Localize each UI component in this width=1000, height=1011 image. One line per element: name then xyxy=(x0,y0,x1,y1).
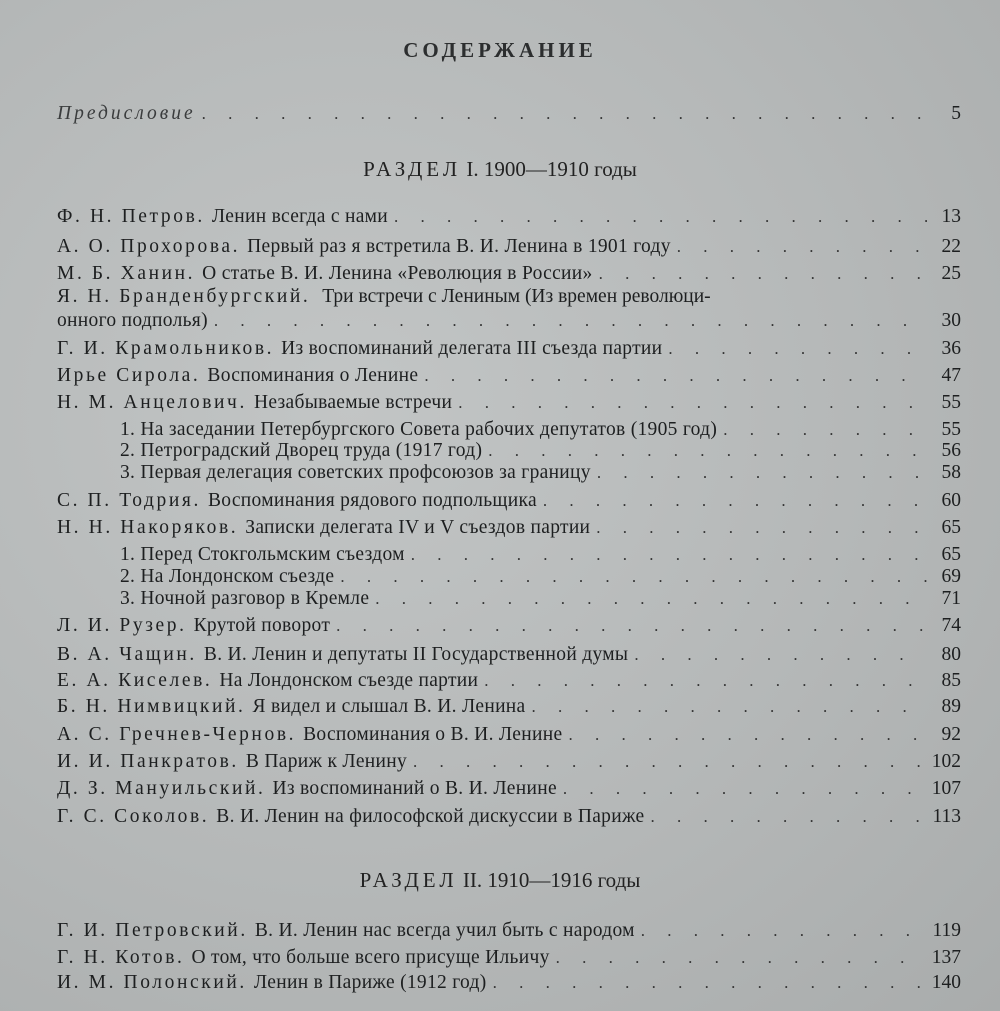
entry-author: Ирье Сирола. xyxy=(57,365,201,386)
page-number: 30 xyxy=(941,310,961,331)
toc-entry[interactable] xyxy=(57,260,961,286)
entry-title: В. И. Ленин и депутаты II Государственной думы xyxy=(203,644,629,665)
entry-author: Д. З. Мануильский. xyxy=(57,778,266,799)
entry-title: В Париж к Ленину xyxy=(245,751,408,772)
toc-entry[interactable] xyxy=(57,721,961,747)
section-years: II. 1910—1916 годы xyxy=(457,868,641,892)
section-word: РАЗДЕЛ xyxy=(359,868,458,892)
toc-entry[interactable] xyxy=(57,389,961,415)
leader-dots xyxy=(650,805,926,829)
entry-author: А. С. Гречнев-Чернов. xyxy=(57,724,297,745)
toc-entry[interactable] xyxy=(57,362,961,388)
toc-entry[interactable] xyxy=(57,748,961,774)
entry-author: С. П. Тодрия. xyxy=(57,490,201,511)
entry-title: 3. Ночной разговор в Кремле xyxy=(120,588,370,609)
entry-title: 2. На Лондонском съезде xyxy=(120,566,335,587)
page-number: 89 xyxy=(941,696,961,717)
leader-dots xyxy=(493,971,926,995)
entry-author: М. Б. Ханин. xyxy=(57,263,196,284)
entry-title: На Лондонском съезде партии xyxy=(219,670,479,691)
leader-dots xyxy=(484,669,927,693)
entry-author: А. О. Прохорова. xyxy=(57,236,241,257)
page-number: 85 xyxy=(941,670,961,691)
page-number: 107 xyxy=(931,778,961,799)
toc-entry[interactable] xyxy=(57,693,961,719)
leader-dots xyxy=(563,777,926,801)
entry-title-line-2: онного подполья) xyxy=(57,310,208,331)
page-number: 137 xyxy=(931,947,961,968)
entry-title: О том, что больше всего присуще Ильичу xyxy=(191,947,550,968)
leader-dots xyxy=(634,643,927,667)
page-number: 55 xyxy=(941,392,961,413)
entry-author: Г. Н. Котов. xyxy=(57,947,185,968)
entry-title: Из воспоминаний о В. И. Ленине xyxy=(272,778,557,799)
entry-author: И. И. Панкратов. xyxy=(57,751,239,772)
page-number: 69 xyxy=(941,566,961,587)
page-number: 119 xyxy=(932,920,961,941)
leader-dots xyxy=(596,516,927,540)
toc-entry[interactable] xyxy=(57,803,961,829)
section-word: РАЗДЕЛ xyxy=(363,157,462,181)
toc-entry[interactable] xyxy=(57,969,961,995)
entry-title: 3. Первая делегация советских профсоюзов за границу xyxy=(120,462,591,483)
leader-dots xyxy=(668,337,927,361)
entry-title-line-1: Три встречи с Лениным (Из времен революци- xyxy=(322,286,711,307)
entry-author: Г. С. Соколов. xyxy=(57,806,210,827)
section-years: I. 1900—1910 годы xyxy=(461,157,637,181)
leader-dots xyxy=(413,750,926,774)
entry-title: Ленин всегда с нами xyxy=(211,206,389,227)
page-number: 36 xyxy=(941,338,961,359)
leader-dots xyxy=(394,205,927,229)
entry-author: Г. И. Крамольников. xyxy=(57,338,275,359)
leader-dots xyxy=(556,946,926,970)
page-number: 74 xyxy=(941,615,961,636)
leader-dots xyxy=(214,309,927,333)
page-number: 56 xyxy=(941,440,961,461)
page-number: 22 xyxy=(941,236,961,257)
page-number: 92 xyxy=(941,724,961,745)
entry-author: Л. И. Рузер. xyxy=(57,615,187,636)
entry-author: Г. И. Петровский. xyxy=(57,920,248,941)
entry-title: О статье В. И. Ленина «Революция в России» xyxy=(202,263,593,284)
leader-dots xyxy=(543,489,927,513)
entry-author: Ф. Н. Петров. xyxy=(57,206,205,227)
leader-dots xyxy=(375,587,927,611)
page-number: 5 xyxy=(951,103,961,124)
entry-title: Предисловие xyxy=(57,103,196,124)
entry-author: Е. А. Киселев. xyxy=(57,670,213,691)
page-title: СОДЕРЖАНИЕ xyxy=(403,38,597,62)
page-number: 58 xyxy=(941,462,961,483)
section-heading-1 xyxy=(0,157,1000,182)
section-heading-2 xyxy=(0,868,1000,893)
entry-title: Незабываемые встречи xyxy=(253,392,453,413)
toc-entry-multiline[interactable] xyxy=(57,285,907,309)
page-number: 80 xyxy=(941,644,961,665)
toc-entry-preface[interactable] xyxy=(57,100,961,126)
toc-entry[interactable] xyxy=(57,775,961,801)
page-number: 60 xyxy=(941,490,961,511)
toc-entry[interactable] xyxy=(57,641,961,667)
toc-entry[interactable] xyxy=(57,944,961,970)
entry-title: Я видел и слышал В. И. Ленина xyxy=(252,696,526,717)
toc-entry[interactable] xyxy=(57,917,961,943)
entry-title: Воспоминания о Ленине xyxy=(207,365,419,386)
page-number: 55 xyxy=(941,419,961,440)
page-number: 140 xyxy=(931,972,961,993)
toc-entry[interactable] xyxy=(57,612,961,638)
toc-entry-continuation[interactable] xyxy=(57,307,961,333)
toc-subentry[interactable] xyxy=(120,585,961,611)
leader-dots xyxy=(597,461,927,485)
entry-title: Воспоминания о В. И. Ленине xyxy=(303,724,563,745)
leader-dots xyxy=(641,919,927,943)
page-number: 13 xyxy=(941,206,961,227)
entry-title: Воспоминания рядового подпольщика xyxy=(207,490,537,511)
entry-author: И. М. Полонский. xyxy=(57,972,247,993)
entry-title: 2. Петроградский Дворец труда (1917 год) xyxy=(120,440,483,461)
entry-author: Я. Н. Бранденбургский. xyxy=(57,286,311,307)
leader-dots xyxy=(202,102,927,126)
entry-author: Н. Н. Накоряков. xyxy=(57,517,239,538)
entry-author: В. А. Чащин. xyxy=(57,644,197,665)
toc-entry[interactable] xyxy=(57,487,961,513)
page-number: 47 xyxy=(941,365,961,386)
entry-title: Крутой поворот xyxy=(193,615,331,636)
page-number: 25 xyxy=(941,263,961,284)
toc-entry[interactable] xyxy=(57,335,961,361)
page-number: 113 xyxy=(932,806,961,827)
entry-title: 1. На заседании Петербургского Совета рабочих депутатов (1905 год) xyxy=(120,419,718,440)
entry-title: Ленин в Париже (1912 год) xyxy=(253,972,487,993)
leader-dots xyxy=(424,364,927,388)
leader-dots xyxy=(336,614,927,638)
toc-subentry[interactable] xyxy=(120,459,961,485)
page-number: 65 xyxy=(941,517,961,538)
leader-dots xyxy=(677,235,927,259)
toc-entry[interactable] xyxy=(57,233,961,259)
leader-dots xyxy=(599,262,927,286)
page-number: 102 xyxy=(931,751,961,772)
entry-title: Первый раз я встретила В. И. Ленина в 1901 году xyxy=(247,236,671,257)
page-number: 71 xyxy=(941,588,961,609)
toc-entry[interactable] xyxy=(57,667,961,693)
page-number: 65 xyxy=(941,544,961,565)
entry-title: В. И. Ленин на философской дискуссии в Париже xyxy=(216,806,645,827)
leader-dots xyxy=(458,391,927,415)
entry-author: Б. Н. Нимвицкий. xyxy=(57,696,246,717)
toc-entry[interactable] xyxy=(57,203,961,229)
entry-title: В. И. Ленин нас всегда учил быть с народом xyxy=(254,920,635,941)
entry-title: Из воспоминаний делегата III съезда партии xyxy=(281,338,663,359)
entry-author: Н. М. Анцелович. xyxy=(57,392,247,413)
entry-title: 1. Перед Стокгольмским съездом xyxy=(120,544,405,565)
leader-dots xyxy=(532,695,928,719)
entry-title: Записки делегата IV и V съездов партии xyxy=(245,517,591,538)
toc-entry[interactable] xyxy=(57,514,961,540)
leader-dots xyxy=(568,723,927,747)
